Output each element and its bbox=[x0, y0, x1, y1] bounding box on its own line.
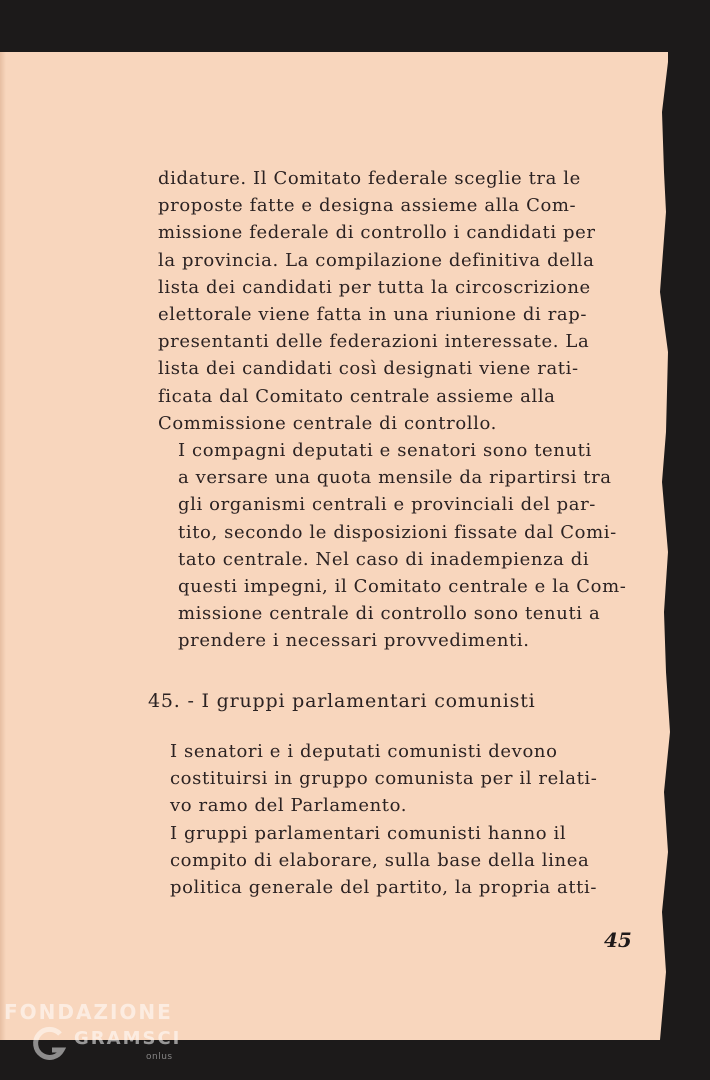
text-line: elettorale viene fatta in una riunione di rap- bbox=[158, 304, 588, 326]
body-text-top bbox=[158, 165, 678, 655]
text-line: tato centrale. Nel caso di inadempienza di bbox=[178, 548, 590, 570]
text-line: presentanti delle federazioni interessate. La bbox=[158, 331, 590, 353]
paragraph-groups-1 bbox=[150, 738, 642, 820]
text-line: missione federale di controllo i candidati per bbox=[158, 222, 596, 244]
text-line: la provincia. La compilazione definitiva della bbox=[158, 249, 595, 271]
paragraph-deputies bbox=[158, 437, 678, 655]
text-line: lista dei candidati per tutta la circoscrizione bbox=[158, 276, 591, 298]
page-number: 45 bbox=[604, 928, 632, 952]
watermark-line2: GRAMSCI bbox=[74, 1028, 182, 1049]
text-line: Commissione centrale di controllo. bbox=[158, 412, 497, 434]
page-edge bbox=[0, 52, 6, 1040]
text-line: prendere i necessari provvedimenti. bbox=[178, 630, 530, 652]
paragraph-groups-2 bbox=[150, 820, 642, 902]
text-line: I compagni deputati e senatori sono tenuti bbox=[178, 440, 592, 462]
watermark-line1: FONDAZIONE bbox=[4, 1000, 173, 1024]
text-line: didature. Il Comitato federale sceglie tra le bbox=[158, 168, 581, 189]
text-line: missione centrale di controllo sono tenuti a bbox=[178, 603, 601, 625]
paragraph-continued bbox=[158, 165, 678, 437]
text-line: compito di elaborare, sulla base della linea bbox=[170, 849, 590, 871]
body-text-bottom bbox=[150, 738, 642, 901]
gramsci-g-icon bbox=[30, 1024, 70, 1064]
text-line: costituirsi in gruppo comunista per il relati- bbox=[170, 768, 598, 790]
text-line: a versare una quota mensile da ripartirsi tra bbox=[178, 467, 612, 489]
section-heading: 45. - I gruppi parlamentari comunisti bbox=[148, 690, 536, 712]
text-line: proposte fatte e designa assieme alla Com- bbox=[158, 195, 577, 217]
text-line: I gruppi parlamentari comunisti hanno il bbox=[170, 822, 567, 844]
text-line: questi impegni, il Comitato centrale e la Com- bbox=[178, 576, 627, 598]
text-line: lista dei candidati così designati viene rati- bbox=[158, 358, 579, 380]
text-line: politica generale del partito, la propria atti- bbox=[170, 877, 598, 899]
text-line: I senatori e i deputati comunisti devono bbox=[170, 741, 558, 762]
text-line: gli organismi centrali e provinciali del par- bbox=[178, 494, 596, 516]
text-line: ficata dal Comitato centrale assieme alla bbox=[158, 385, 556, 407]
text-line: vo ramo del Parlamento. bbox=[170, 795, 408, 817]
watermark-logo bbox=[4, 1000, 182, 1062]
watermark-suffix: onlus bbox=[146, 1052, 173, 1062]
text-line: tito, secondo le disposizioni fissate dal Comi- bbox=[178, 521, 617, 543]
